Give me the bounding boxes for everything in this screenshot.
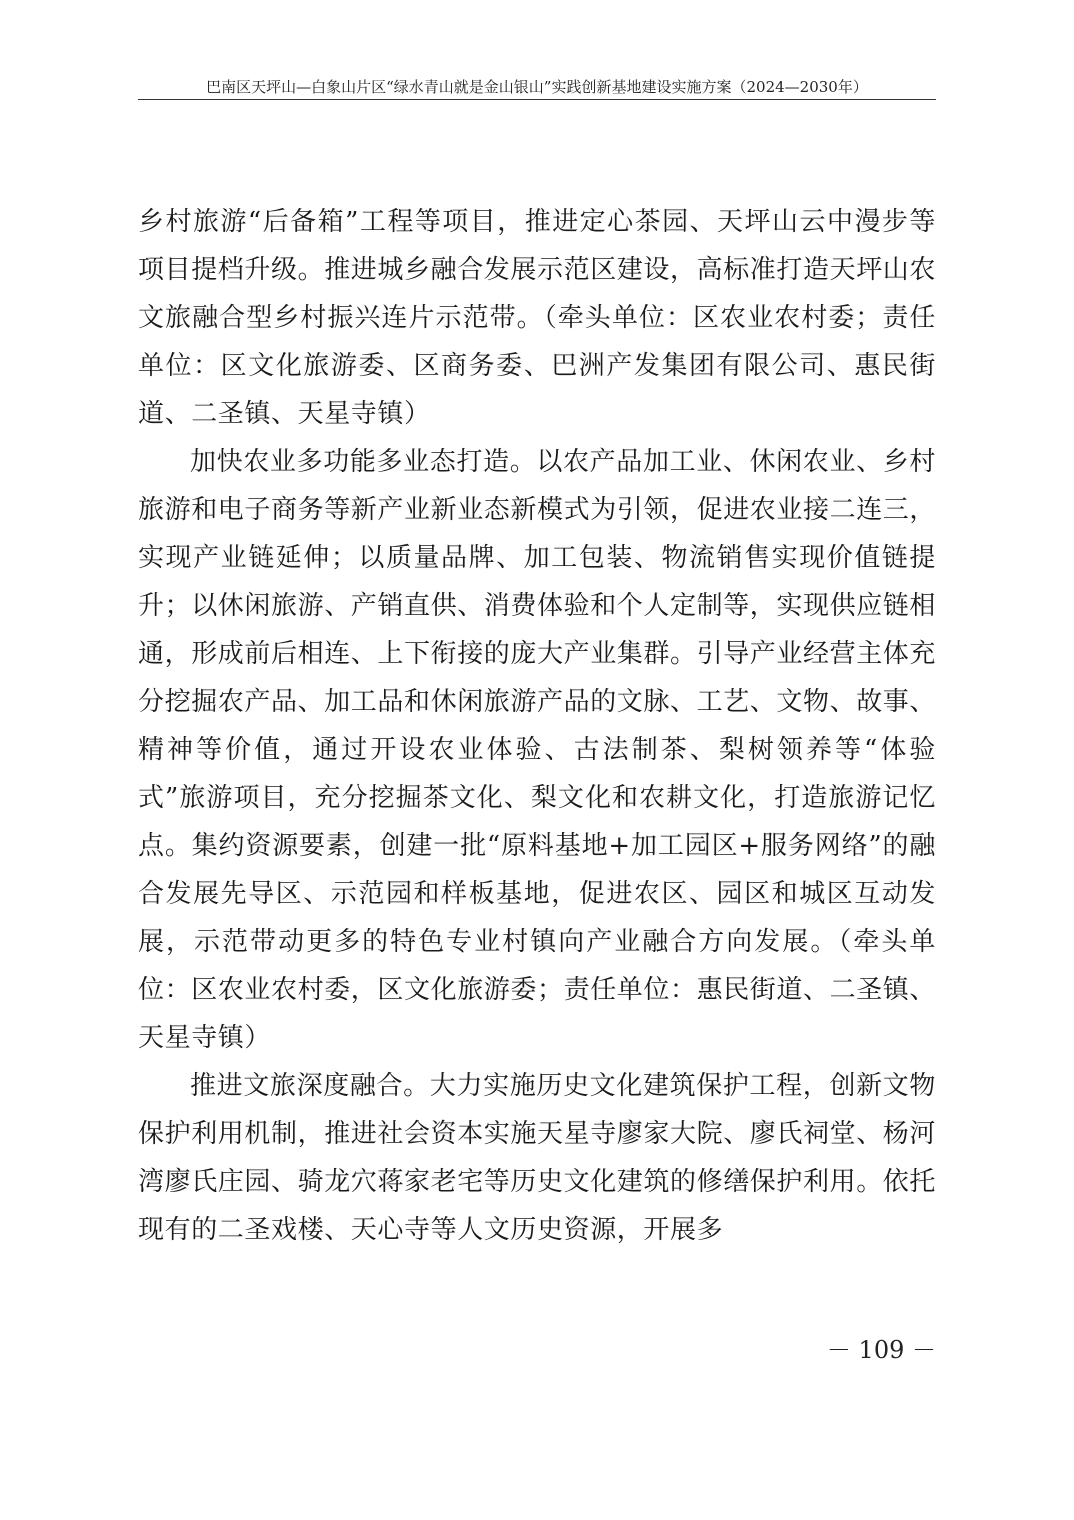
header-divider: [138, 99, 936, 100]
paragraph: 推进文旅深度融合。大力实施历史文化建筑保护工程，创新文物保护利用机制，推进社会资本实施天星寺廖家大院、廖氏祠堂、杨河湾廖氏庄园、骑龙穴蒋家老宅等历史文化建筑的修缮保护利用。依托现有的二圣戏楼、天心寺等人文历史资源，开展多: [138, 1071, 937, 1245]
body-text: [138, 198, 936, 1254]
running-header: 巴南区天坪山—白象山片区“绿水青山就是金山银山”实践创新基地建设实施方案（2024—2030年）: [206, 78, 868, 96]
paragraph: 加快农业多功能多业态打造。以农产品加工业、休闲农业、乡村旅游和电子商务等新产业新业态新模式为引领，促进农业接二连三，实现产业链延伸；以质量品牌、加工包装、物流销售实现价值链提升；以休闲旅游、产销直供、消费体验和个人定制等，实现供应链相通，形成前后相连、上下衔接的庞大产业集群。引导产业经营主体充分挖掘农产品、加工品和休闲旅游产品的文脉、工艺、文物、故事、精神等价值，通过开设农业体验、古法制茶、梨树领养等“体验式”旅游项目，充分挖掘茶文化、梨文化和农耕文化，打造旅游记忆点。集约资源要素，创建一批“原料基地+加工园区+服务网络”的融合发展先导区、示范园和样板基地，促进农区、园区和城区互动发展，示范带动更多的特色专业村镇向产业融合方向发展。（牵头单位：区农业农村委，区文化旅游委；责任单位：惠民街道、二圣镇、天星寺镇）: [138, 447, 937, 1053]
paragraph: 乡村旅游“后备箱”工程等项目，推进定心茶园、天坪山云中漫步等项目提档升级。推进城乡融合发展示范区建设，高标准打造天坪山农文旅融合型乡村振兴连片示范带。（牵头单位：区农业农村委；责任单位：区文化旅游委、区商务委、巴洲产发集团有限公司、惠民街道、二圣镇、天星寺镇）: [138, 207, 937, 429]
page-number: － 109 －: [826, 1336, 936, 1364]
